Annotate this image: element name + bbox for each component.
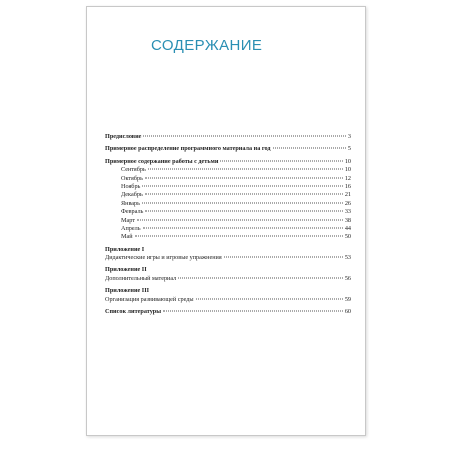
toc-entry-label: Примерное распределение программного материала на год (105, 145, 271, 153)
toc-entry-label: Октябрь (121, 174, 143, 182)
table-of-contents (105, 133, 351, 316)
toc-leader-dots (142, 185, 342, 186)
toc-entry-label: Март (121, 216, 135, 224)
toc-entry-page: 50 (344, 233, 351, 241)
toc-heading-label: Приложение II (105, 266, 147, 274)
toc-entry-page: 26 (344, 199, 351, 207)
toc-entry-label: Февраль (121, 208, 144, 216)
toc-entry-april (105, 225, 351, 233)
toc-leader-dots (178, 277, 343, 278)
toc-entry-label: Ноябрь (121, 182, 141, 190)
toc-entry-content (105, 158, 351, 166)
toc-entry-page: 12 (344, 174, 351, 182)
toc-entry-page: 10 (344, 157, 351, 165)
toc-entry-page: 60 (344, 308, 351, 316)
toc-entry-page: 56 (344, 274, 351, 282)
toc-entry-label: Январь (121, 199, 140, 207)
toc-entry-distribution (105, 145, 351, 153)
toc-leader-dots (148, 169, 343, 170)
toc-entry-december (105, 191, 351, 199)
toc-entry-label: Дидактические игры и игровые упражнения (105, 254, 222, 262)
toc-leader-dots (145, 211, 342, 212)
toc-entry-label: Дополнительный материал (105, 274, 177, 282)
toc-entry-label: Апрель (121, 224, 141, 232)
toc-leader-dots (273, 148, 346, 149)
toc-entry-label: Предисловие (105, 133, 142, 140)
toc-entry-november (105, 183, 351, 191)
toc-leader-dots (145, 194, 343, 195)
toc-heading-label: Приложение III (105, 287, 150, 295)
toc-entry-additional-material (105, 275, 351, 283)
toc-entry-february (105, 208, 351, 216)
toc-leader-dots (196, 298, 343, 299)
toc-entry-october (105, 175, 351, 183)
toc-entry-label: Список литературы (105, 308, 162, 316)
toc-entry-page: 5 (347, 145, 351, 153)
toc-entry-label: Декабрь (121, 191, 143, 199)
toc-entry-page: 10 (344, 166, 351, 174)
toc-entry-page: 33 (344, 208, 351, 216)
toc-heading-appendix-2 (105, 266, 351, 274)
toc-leader-dots (145, 177, 343, 178)
toc-entry-page: 3 (347, 133, 351, 140)
toc-entry-page: 44 (344, 224, 351, 232)
toc-heading-label: Приложение I (105, 245, 145, 253)
toc-leader-dots (142, 202, 343, 203)
toc-leader-dots (137, 219, 343, 220)
toc-entry-label: Примерное содержание работы с детьми (105, 157, 219, 165)
toc-heading-appendix-1 (105, 246, 351, 254)
toc-entry-preface (105, 133, 351, 141)
toc-entry-label: Сентябрь (121, 166, 146, 174)
toc-entry-may (105, 233, 351, 241)
toc-leader-dots (220, 160, 342, 161)
document-page (86, 6, 366, 436)
toc-entry-environment (105, 296, 351, 304)
toc-entry-label: Организация развивающей среды (105, 295, 194, 303)
toc-entry-september (105, 166, 351, 174)
toc-entry-page: 16 (344, 182, 351, 190)
toc-entry-didactic-games (105, 254, 351, 262)
toc-entry-bibliography (105, 308, 351, 316)
toc-entry-label: Май (121, 233, 133, 241)
toc-entry-page: 38 (344, 216, 351, 224)
toc-leader-dots (135, 236, 343, 237)
toc-leader-dots (163, 311, 343, 312)
toc-entry-page: 59 (344, 295, 351, 303)
toc-leader-dots (224, 257, 343, 258)
toc-entry-january (105, 200, 351, 208)
toc-entry-page: 53 (344, 254, 351, 262)
toc-entry-page: 21 (344, 191, 351, 199)
page-title: СОДЕРЖАНИЕ (151, 37, 263, 54)
toc-heading-appendix-3 (105, 287, 351, 295)
toc-leader-dots (143, 227, 343, 228)
toc-leader-dots (143, 136, 345, 137)
toc-entry-march (105, 217, 351, 225)
